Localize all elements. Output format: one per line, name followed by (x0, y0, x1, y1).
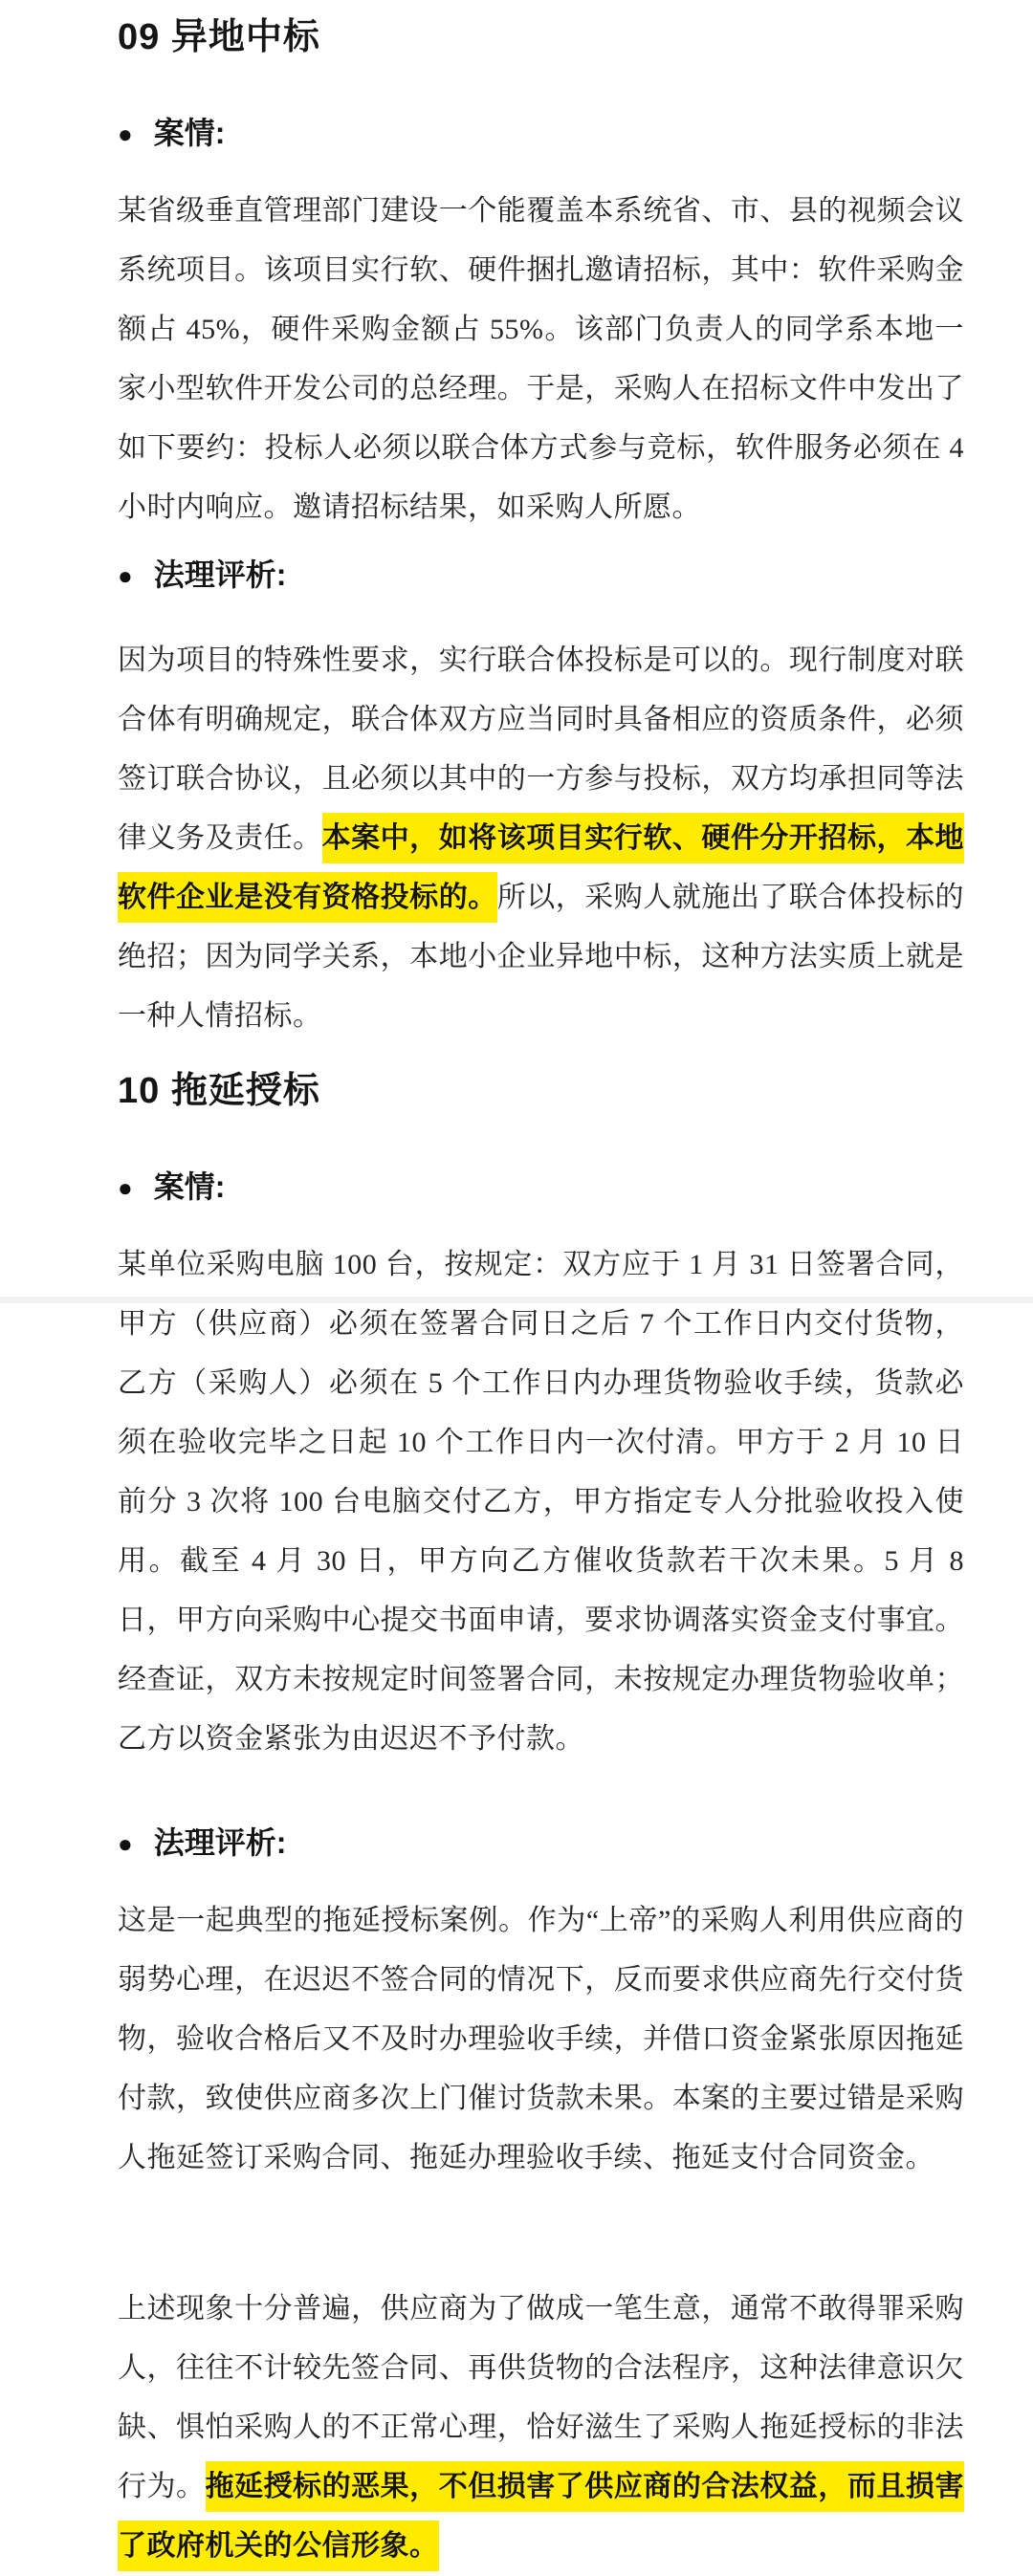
case-heading-label: 案情: (153, 116, 226, 150)
section-10-title: 10 拖延授标 (118, 1071, 320, 1111)
conclusion-text-before: 上述现象十分普遍，供应商为了做成一笔生意，通常不敢得罪采购人，往往不计较先签合同、再供货物的合法程序，这种法律意识欠缺、惧怕采购人的不正常心理，恰好滋生了采购人拖延授标的非法行为。 (118, 2293, 964, 2502)
section-10-case-paragraph: 某单位采购电脑 100 台，按规定：双方应于 1 月 31 日签署合同，甲方（供应商）必须在签署合同日之后 7 个工作日内交付货物，乙方（采购人）必须在 5 个工作日内办理货物验收手续，货款必须在验收完毕之日起 10 个工作日内一次付清。甲方于 2 月 10 日前分 3 次将 100 台电脑交付乙方，甲方指定专人分批验收投入使用。截至 4 月 30 日，甲方向乙方催收货款若干次未果。5 月 8 日，甲方向采购中心提交书面申请，要求协调落实资金支付事宜。经查证，双方未按规定时间签署合同，未按规定办理货物验收单；乙方以资金紧张为由迟迟不予付款。 (118, 1249, 964, 1755)
highlight-text: 本案中，如将该项目实行软、硬件分开招标，本地软件企业是没有资格投标的。 (118, 813, 964, 923)
analysis-text-after: 所以，采购人就施出了联合体投标的绝招；因为同学关系，本地小企业异地中标，这种方法实质上就是一种人情招标。 (118, 882, 965, 1032)
section-10-analysis-paragraph: 这是一起典型的拖延授标案例。作为“上帝”的采购人利用供应商的弱势心理，在迟迟不签合同的情况下，反而要求供应商先行交付货物，验收合格后又不及时办理验收手续，并借口资金紧张原因拖延付款，致使供应商多次上门催讨货款未果。本案的主要过错是采购人拖延签订采购合同、拖延办理验收手续、拖延支付合同资金。 (118, 1905, 964, 2173)
page-seam-divider (0, 1297, 1033, 1303)
section-09-case-heading (118, 115, 964, 151)
analysis-heading-label: 法理评析: (153, 1825, 287, 1860)
bullet-icon: ● (118, 1173, 133, 1202)
analysis-heading-label: 法理评析: (153, 557, 287, 592)
bullet-icon: ● (118, 120, 133, 148)
section-10-conclusion-paragraph (118, 2280, 964, 2576)
section-10-analysis-heading (118, 1824, 964, 1861)
section-09-analysis-paragraph (118, 631, 964, 1046)
bullet-icon: ● (118, 561, 133, 590)
section-10-case-heading (118, 1168, 964, 1205)
bullet-icon: ● (118, 1829, 133, 1858)
case-heading-label: 案情: (153, 1169, 226, 1204)
section-09-title: 09 异地中标 (118, 17, 320, 57)
section-09-case-paragraph: 某省级垂直管理部门建设一个能覆盖本系统省、市、县的视频会议系统项目。该项目实行软、硬件捆扎邀请招标，其中：软件采购金额占 45%，硬件采购金额占 55%。该部门负责人的同学系本地一家小型软件开发公司的总经理。于是，采购人在招标文件中发出了如下要约：投标人必须以联合体方式参与竞标，软件服务必须在 4 小时内响应。邀请招标结果，如采购人所愿。 (118, 195, 964, 523)
section-09 (118, 15, 964, 1046)
section-10 (118, 1069, 964, 2576)
analysis-text-before: 因为项目的特殊性要求，实行联合体投标是可以的。现行制度对联合体有明确规定，联合体双方应当同时具备相应的资质条件，必须签订联合协议，且必须以其中的一方参与投标，双方均承担同等法律义务及责任。 (118, 644, 964, 854)
section-09-analysis-heading (118, 557, 964, 593)
highlight-text: 拖延授标的恶果，不但损害了供应商的合法权益，而且损害了政府机关的公信形象。 (118, 2461, 964, 2571)
